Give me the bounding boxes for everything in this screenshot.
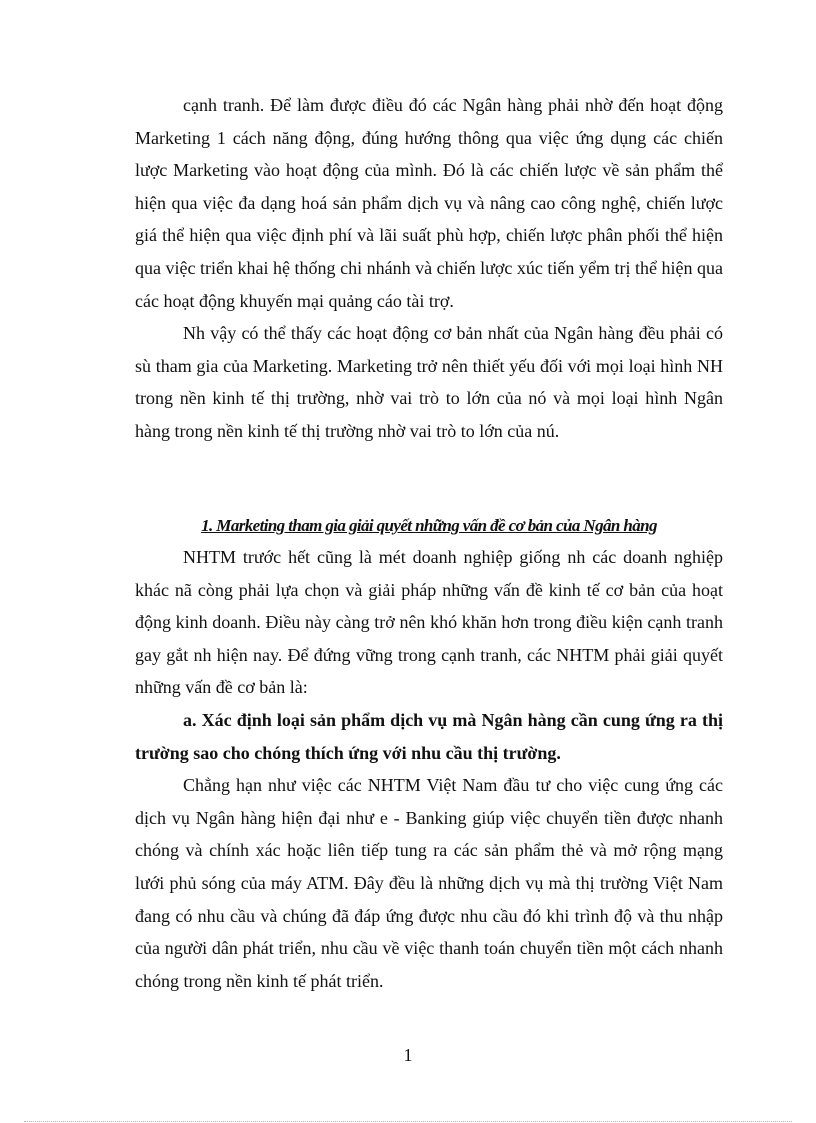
paragraph-marketing-strategies: cạnh tranh. Để làm được điều đó các Ngân hàng phải nhờ đến hoạt động Marketing 1 cách năng động, đúng hướng thông qua việc ứng dụng các chiến lược Marketing vào hoạt động của mình. Đó là các chiến lược về sản phẩm thể hiện qua việc đa dạng hoá sản phẩm dịch vụ và nâng cao công nghệ, chiến lược giá thể hiện qua việc định phí và lãi suất phù hợp, chiến lược phân phối thể hiện qua việc triển khai hệ thống chi nhánh và chiến lược xúc tiến yểm trị thể hiện qua các hoạt động khuyến mại quảng cáo tài trợ. — [135, 95, 723, 311]
paragraph-example-services: Chẳng hạn như việc các NHTM Việt Nam đầu tư cho việc cung ứng các dịch vụ Ngân hàng hiện đại như e - Banking giúp việc chuyển tiền được nhanh chóng và chính xác hoặc liên tiếp tung ra các sản phẩm thẻ và mở rộng mạng lưới phủ sóng của máy ATM. Đây đều là những dịch vụ mà thị trường Việt Nam đang có nhu cầu và chúng đã đáp ứng được nhu cầu đó khi trình độ và thu nhập của người dân phát triển, nhu cầu về việc thanh toán chuyển tiền một cách nhanh chóng trong nền kinh tế phát triển. — [135, 775, 723, 991]
subheading-a: a. Xác định loại sản phẩm dịch vụ mà Ngân hàng cần cung ứng ra thị trường sao cho chóng thích ứng với nhu cầu thị trường. — [135, 709, 723, 763]
body-section-2 — [135, 541, 723, 997]
paragraph-marketing-role: Nh vậy có thể thấy các hoạt động cơ bản nhất của Ngân hàng đều phải có sù tham gia của Marketing. Marketing trở nên thiết yếu đối với mọi loại hình NH trong nền kinh tế thị trường, nhờ vai trò to lớn của nó và mọi loại hình Ngân hàng trong nền kinh tế thị trường nhờ vai trò to lớn của nú. — [135, 323, 723, 441]
body-section-1 — [135, 89, 723, 448]
section-heading: 1. Marketing tham gia giải quyết những vấn đề cơ bản của Ngân hàng — [201, 516, 657, 535]
footer-divider — [24, 1121, 792, 1122]
paragraph-nhtm-problems: NHTM trước hết cũng là mét doanh nghiệp giống nh các doanh nghiệp khác nã còng phải lựa chọn và giải pháp những vấn đề kinh tế cơ bản của hoạt động kinh doanh. Điều này càng trở nên khó khăn hơn trong điều kiện cạnh tranh gay gắt nh hiện nay. Để đứng vững trong cạnh tranh, các NHTM phải giải quyết những vấn đề cơ bản là: — [135, 547, 723, 698]
page-number: 1 — [403, 1045, 413, 1065]
